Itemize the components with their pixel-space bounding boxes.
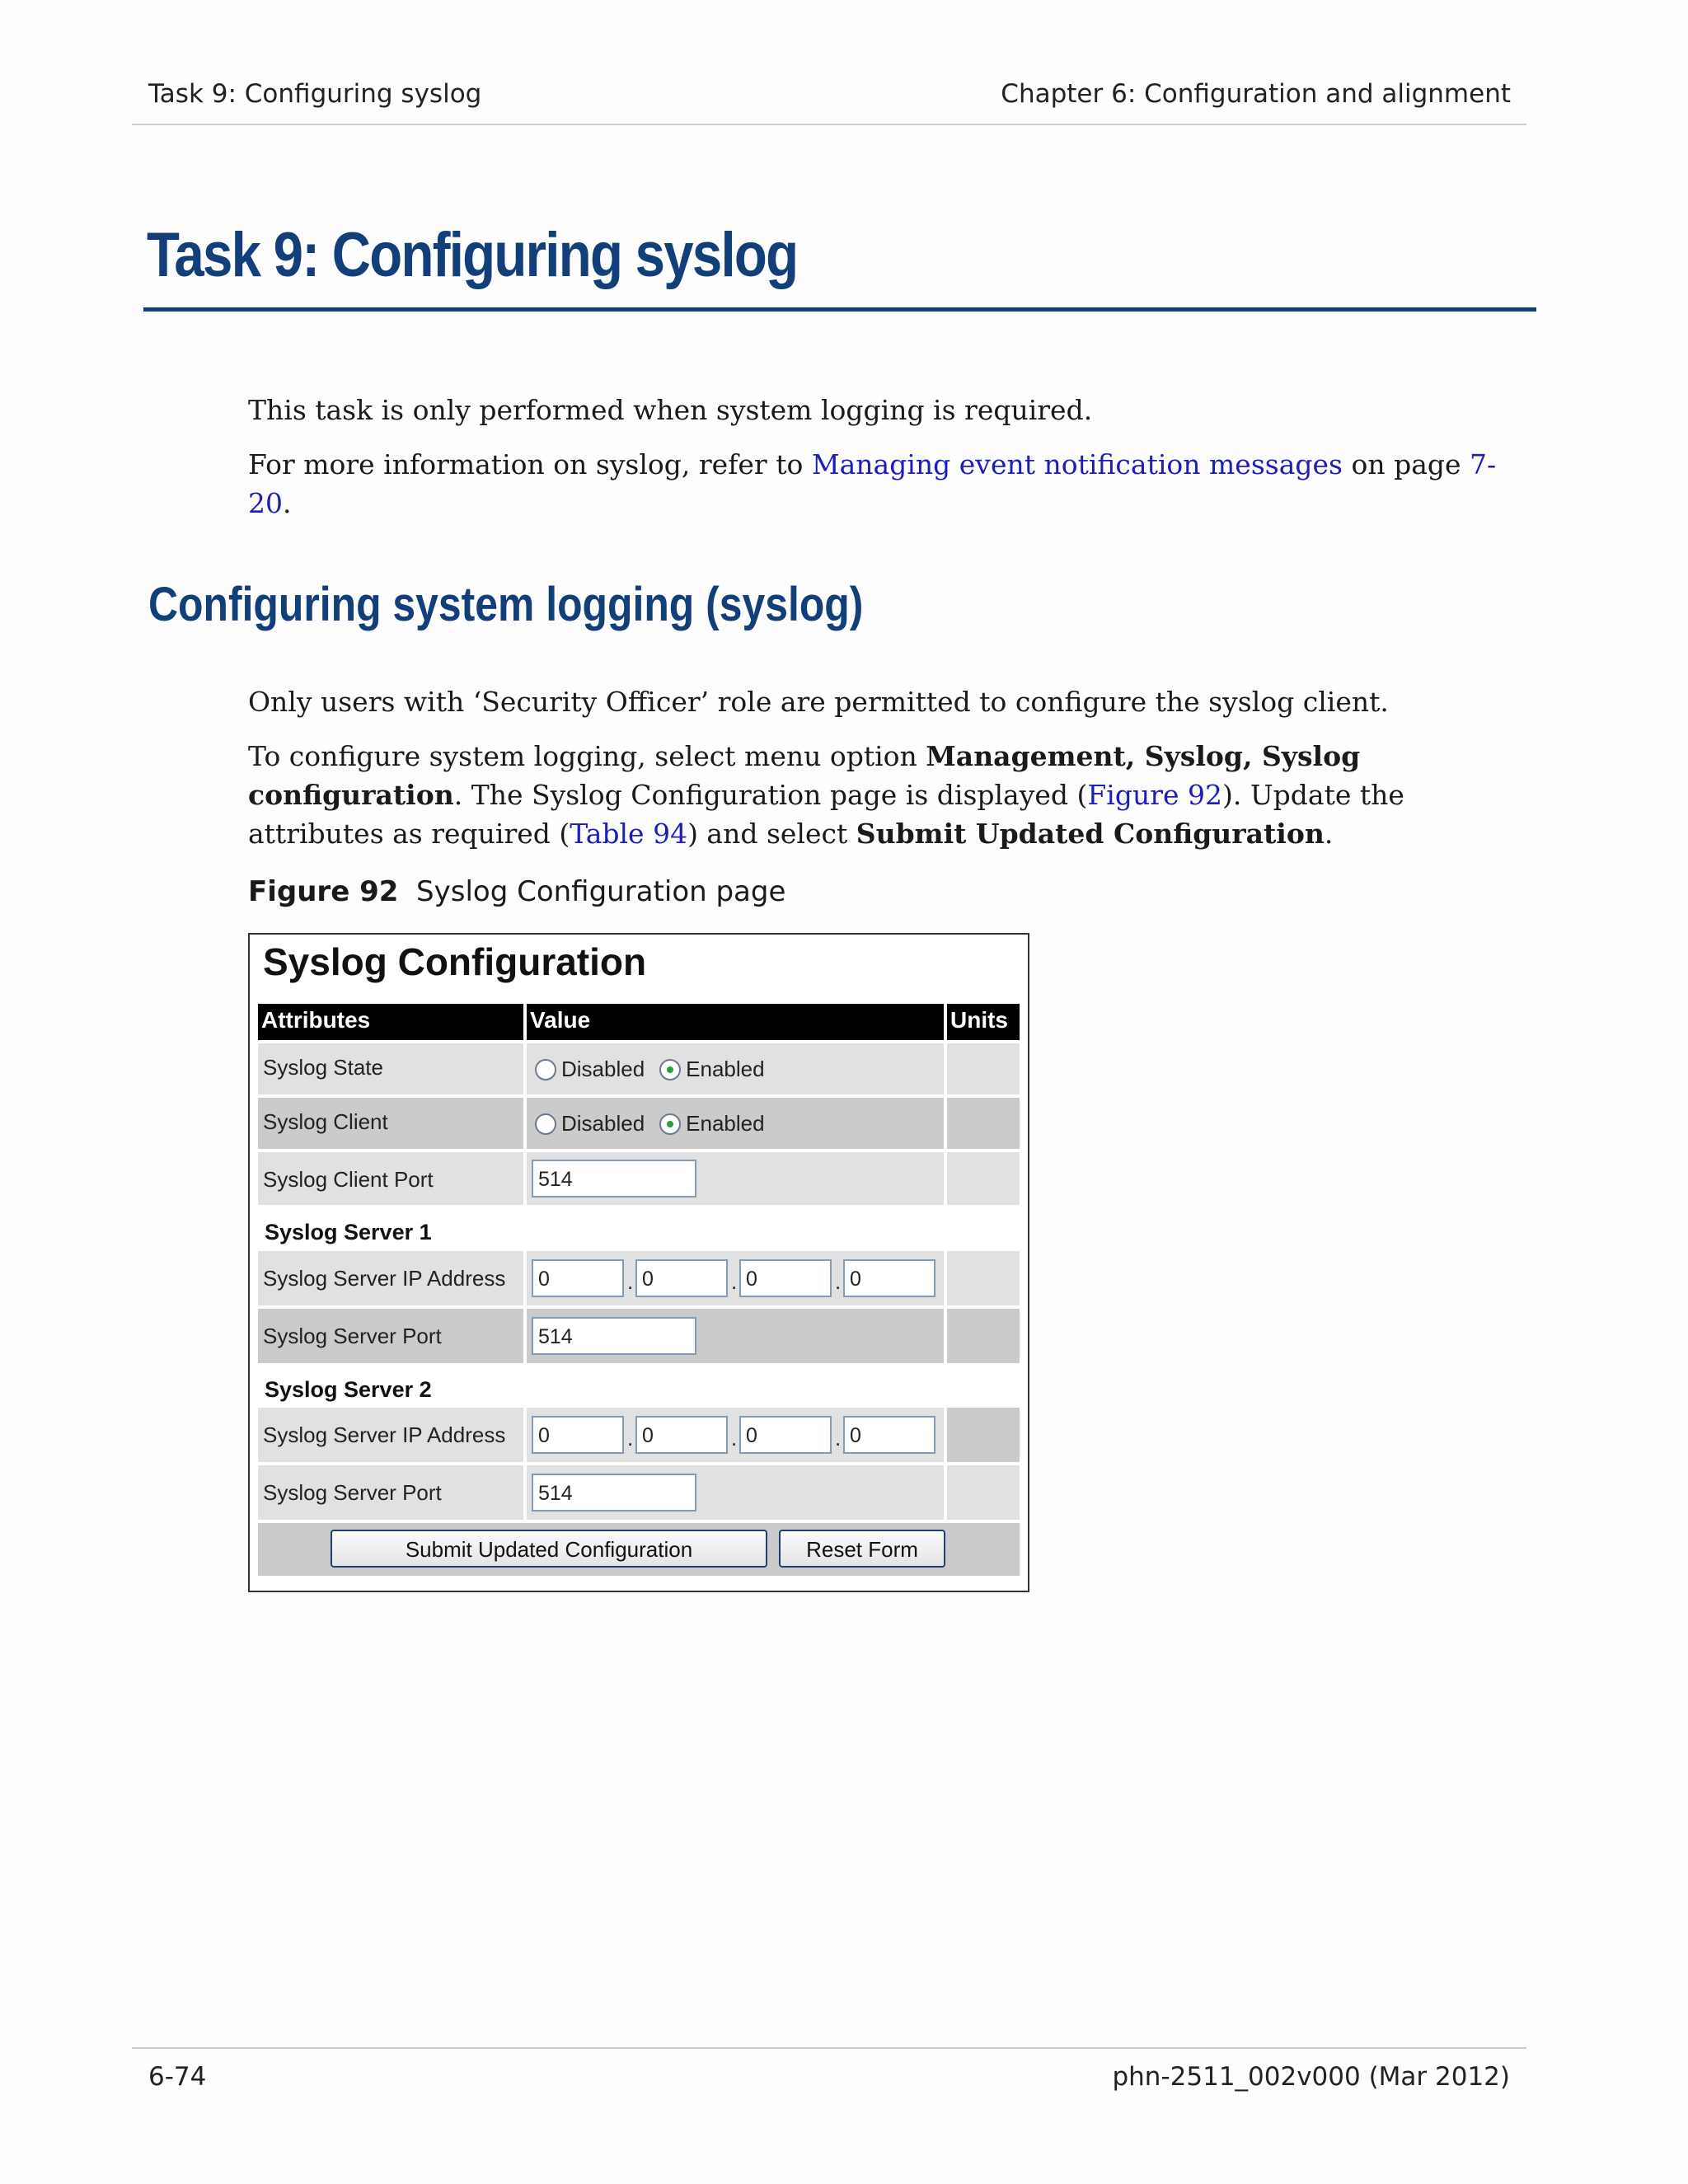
syslog-client-port-input[interactable]: 514 [532, 1160, 696, 1197]
server-1-ip-octet-4[interactable]: 0 [843, 1259, 935, 1297]
syslog-client-disabled-label: Disabled [561, 1111, 645, 1136]
server-2-port-units [947, 1465, 1020, 1520]
syslog-client-port-units [947, 1152, 1020, 1205]
section-paragraph-2: To configure system logging, select menu option Management, Syslog, Syslog configuration. The Syslog Configuration page is displayed (Figure 92). Update the attributes as required (Table 94) and select Submit Updated Configuration. [248, 740, 1404, 850]
running-header-right: Chapter 6: Configuration and alignment [1001, 79, 1511, 109]
table-row [258, 1309, 1020, 1363]
server-2-ip-value [527, 1408, 944, 1462]
page-number: 6-74 [148, 2062, 207, 2092]
server-2-ip-octet-4[interactable]: 0 [843, 1416, 935, 1454]
server-1-ip-value [527, 1251, 944, 1305]
table-row [258, 1152, 1020, 1205]
syslog-client-port-value [527, 1152, 944, 1205]
page-title: Task 9: Configuring syslog [147, 220, 798, 290]
server-2-port-label: Syslog Server Port [258, 1465, 523, 1520]
server-1-ip-label: Syslog Server IP Address [258, 1251, 523, 1305]
server-1-ip-octet-3[interactable]: 0 [739, 1259, 832, 1297]
table-header-row [258, 1004, 1020, 1040]
column-header-attributes: Attributes [258, 1004, 523, 1040]
server-1-port-input[interactable]: 514 [532, 1317, 696, 1355]
table-ref-link[interactable]: Table 94 [570, 818, 688, 850]
server-1-ip-octet-1[interactable]: 0 [532, 1259, 624, 1297]
server-1-ip-octet-2[interactable]: 0 [635, 1259, 728, 1297]
ip-separator: . [835, 1269, 842, 1294]
server-1-port-label: Syslog Server Port [258, 1309, 523, 1363]
server-2-port-input[interactable]: 514 [532, 1474, 696, 1511]
section-paragraph-1: Only users with ‘Security Officer’ role are permitted to configure the syslog client. [248, 686, 1389, 718]
column-header-units: Units [947, 1004, 1020, 1040]
form-actions-row [258, 1523, 1020, 1576]
syslog-client-disabled-radio[interactable] [535, 1113, 556, 1135]
header-divider [132, 124, 1526, 125]
figure-caption [248, 875, 785, 908]
server-2-ip-octet-2[interactable]: 0 [635, 1416, 728, 1454]
server-1-port-units [947, 1309, 1020, 1363]
syslog-state-disabled-radio[interactable] [535, 1059, 556, 1080]
ip-separator: . [835, 1426, 842, 1451]
title-rule [143, 307, 1536, 312]
reset-form-button[interactable]: Reset Form [779, 1530, 945, 1568]
syslog-state-units [947, 1043, 1020, 1094]
page-ref-link[interactable]: 7-20 [248, 448, 1497, 519]
ip-separator: . [627, 1426, 634, 1451]
syslog-client-enabled-label: Enabled [686, 1111, 765, 1136]
document-id: phn-2511_002v000 (Mar 2012) [1112, 2062, 1510, 2092]
syslog-state-disabled-label: Disabled [561, 1057, 645, 1081]
intro-paragraph-1: This task is only performed when system logging is required. [248, 394, 1093, 426]
ip-separator: . [627, 1269, 634, 1294]
figure-ref-link[interactable]: Figure 92 [1087, 779, 1223, 811]
section-title: Configuring system logging (syslog) [148, 578, 864, 631]
running-header-left: Task 9: Configuring syslog [148, 79, 482, 109]
ip-separator: . [731, 1426, 738, 1451]
table-row [258, 1251, 1020, 1305]
syslog-state-enabled-label: Enabled [686, 1057, 765, 1081]
table-row [258, 1408, 1020, 1462]
footer-divider [132, 2047, 1526, 2049]
syslog-client-label: Syslog Client [258, 1098, 523, 1149]
syslog-state-label: Syslog State [258, 1043, 523, 1094]
figure-caption-text: Syslog Configuration page [416, 875, 786, 908]
figure-caption-label: Figure 92 [248, 875, 399, 908]
submit-updated-configuration-button[interactable]: Submit Updated Configuration [331, 1530, 767, 1568]
managing-events-link[interactable]: Managing event notification messages [811, 448, 1343, 480]
syslog-state-enabled-radio[interactable] [659, 1059, 681, 1080]
server-2-port-value [527, 1465, 944, 1520]
syslog-server-1-heading: Syslog Server 1 [265, 1220, 432, 1244]
table-row [258, 1465, 1020, 1520]
server-2-ip-units [947, 1408, 1020, 1462]
syslog-state-value [527, 1043, 944, 1094]
server-2-ip-octet-3[interactable]: 0 [739, 1416, 832, 1454]
syslog-client-port-label: Syslog Client Port [258, 1152, 523, 1205]
server-2-ip-octet-1[interactable]: 0 [532, 1416, 624, 1454]
server-1-port-value [527, 1309, 944, 1363]
intro-paragraph-2: For more information on syslog, refer to Managing event notification messages on page 7-20. [248, 448, 1497, 519]
table-row [258, 1098, 1020, 1149]
syslog-server-2-heading: Syslog Server 2 [265, 1377, 432, 1402]
server-2-ip-label: Syslog Server IP Address [258, 1408, 523, 1462]
syslog-client-units [947, 1098, 1020, 1149]
syslog-configuration-figure [248, 933, 1029, 1592]
table-row [258, 1043, 1020, 1094]
column-header-value: Value [527, 1004, 944, 1040]
syslog-client-enabled-radio[interactable] [659, 1113, 681, 1135]
ip-separator: . [731, 1269, 738, 1294]
server-1-ip-units [947, 1251, 1020, 1305]
syslog-configuration-title: Syslog Configuration [263, 940, 647, 983]
syslog-client-value [527, 1098, 944, 1149]
